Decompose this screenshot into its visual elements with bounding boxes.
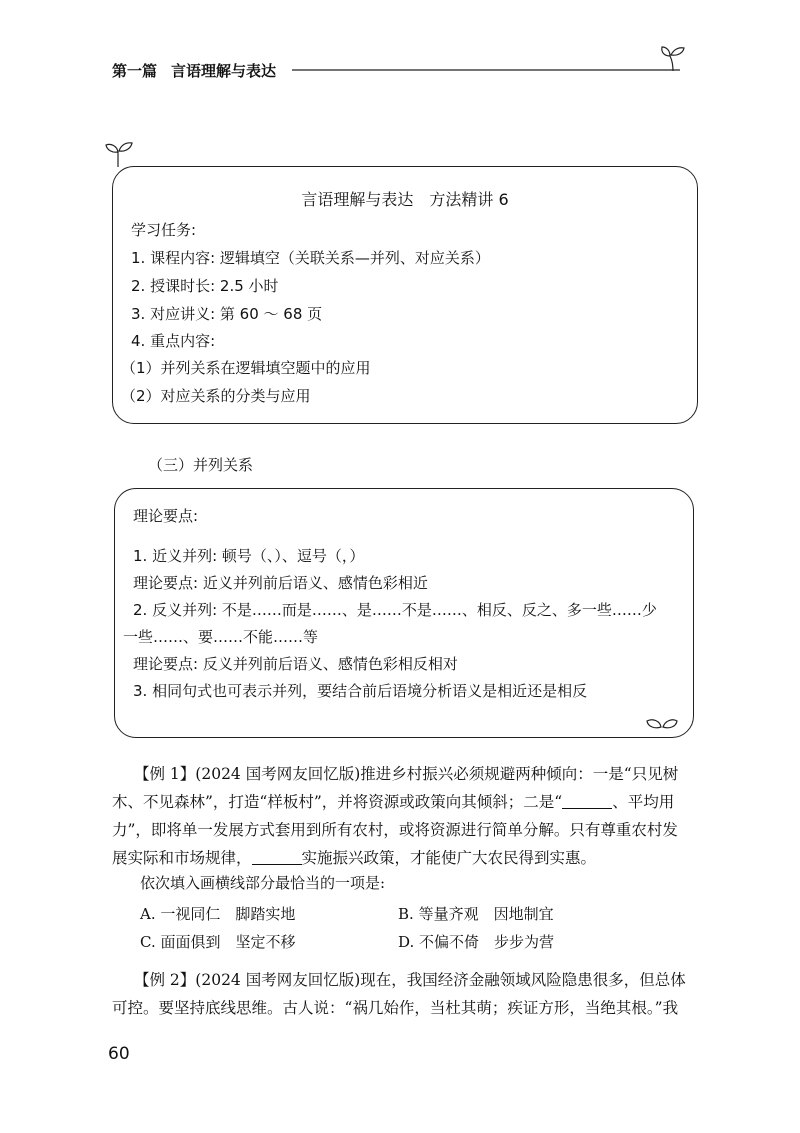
theory-line: 一些……、要……不能……等 [123,628,319,646]
section-heading: （三）并列关系 [148,456,254,474]
example-2: 【例 2】(2024 国考网友回忆版)现在，我国经济金融领域风险隐患很多，但总体 可控。要坚持底线思维。古人说：“祸几始作，当杜其萌；疾证方形，当绝其根。”我 [112,971,686,1017]
task-item: （2）对应关系的分类与应用 [121,387,311,405]
theory-label: 理论要点: [133,507,199,525]
learning-tasks-box [112,166,698,424]
option-c: C. 面面俱到 坚定不移 [140,933,296,951]
task-item: 4. 重点内容: [131,332,216,350]
sprout-icon [660,44,686,72]
example-source: (2024 国考网友回忆版) [195,971,361,989]
running-header [112,60,700,80]
learning-tasks-label: 学习任务: [131,221,197,239]
header-title: 言语理解与表达 [171,62,277,80]
example-label: 【例 1】 [134,765,196,783]
task-item: 3. 对应讲义: 第 60 ～ 68 页 [131,305,323,323]
theory-line: 理论要点: 近义并列前后语义、感情色彩相近 [133,574,428,592]
example-label: 【例 2】 [134,971,196,989]
option-b: B. 等量齐观 因地制宜 [398,905,554,923]
header-chapter: 第一篇 [112,62,158,80]
theory-line: 理论要点: 反义并列前后语义、感情色彩相反相对 [133,655,458,673]
task-item: （1）并列关系在逻辑填空题中的应用 [121,359,371,377]
option-d: D. 不偏不倚 步步为营 [398,933,555,951]
answer-blank [252,850,302,865]
option-a: A. 一视同仁 脚踏实地 [140,905,296,923]
theory-line: 3. 相同句式也可表示并列，要结合前后语境分析语义是相近还是相反 [133,682,588,700]
sprout-icon [104,138,134,168]
question-prompt: 依次填入画横线部分最恰当的一项是: [140,874,386,892]
page-number: 60 [108,1044,130,1064]
theory-points-box [114,488,694,738]
theory-line: 2. 反义并列: 不是……而是……、是……不是……、相反、反之、多一些……少 [133,601,657,619]
task-item: 2. 授课时长: 2.5 小时 [131,277,279,295]
theory-line: 1. 近义并列: 顿号（、）、逗号（，） [133,547,365,565]
task-item: 1. 课程内容: 逻辑填空（关联关系—并列、对应关系） [131,249,490,267]
box-title: 言语理解与表达 方法精讲 6 [301,190,509,209]
leaf-icon [645,713,679,731]
answer-blank [562,794,612,809]
example-1: 【例 1】(2024 国考网友回忆版)推进乡村振兴必须规避两种倾向：一是“只见树 木、不见森林”，打造“样板村”，并将资源或政策向其倾斜；二是“ 、平均用 力”，即将单一发展方式套用到所有农村，或将资源进行简单分解。只有尊重农村发 展实际和市场规律， 实施振兴政策，才能使广大农民得到实惠。 [112,765,679,867]
example-source: (2024 国考网友回忆版) [195,765,361,783]
